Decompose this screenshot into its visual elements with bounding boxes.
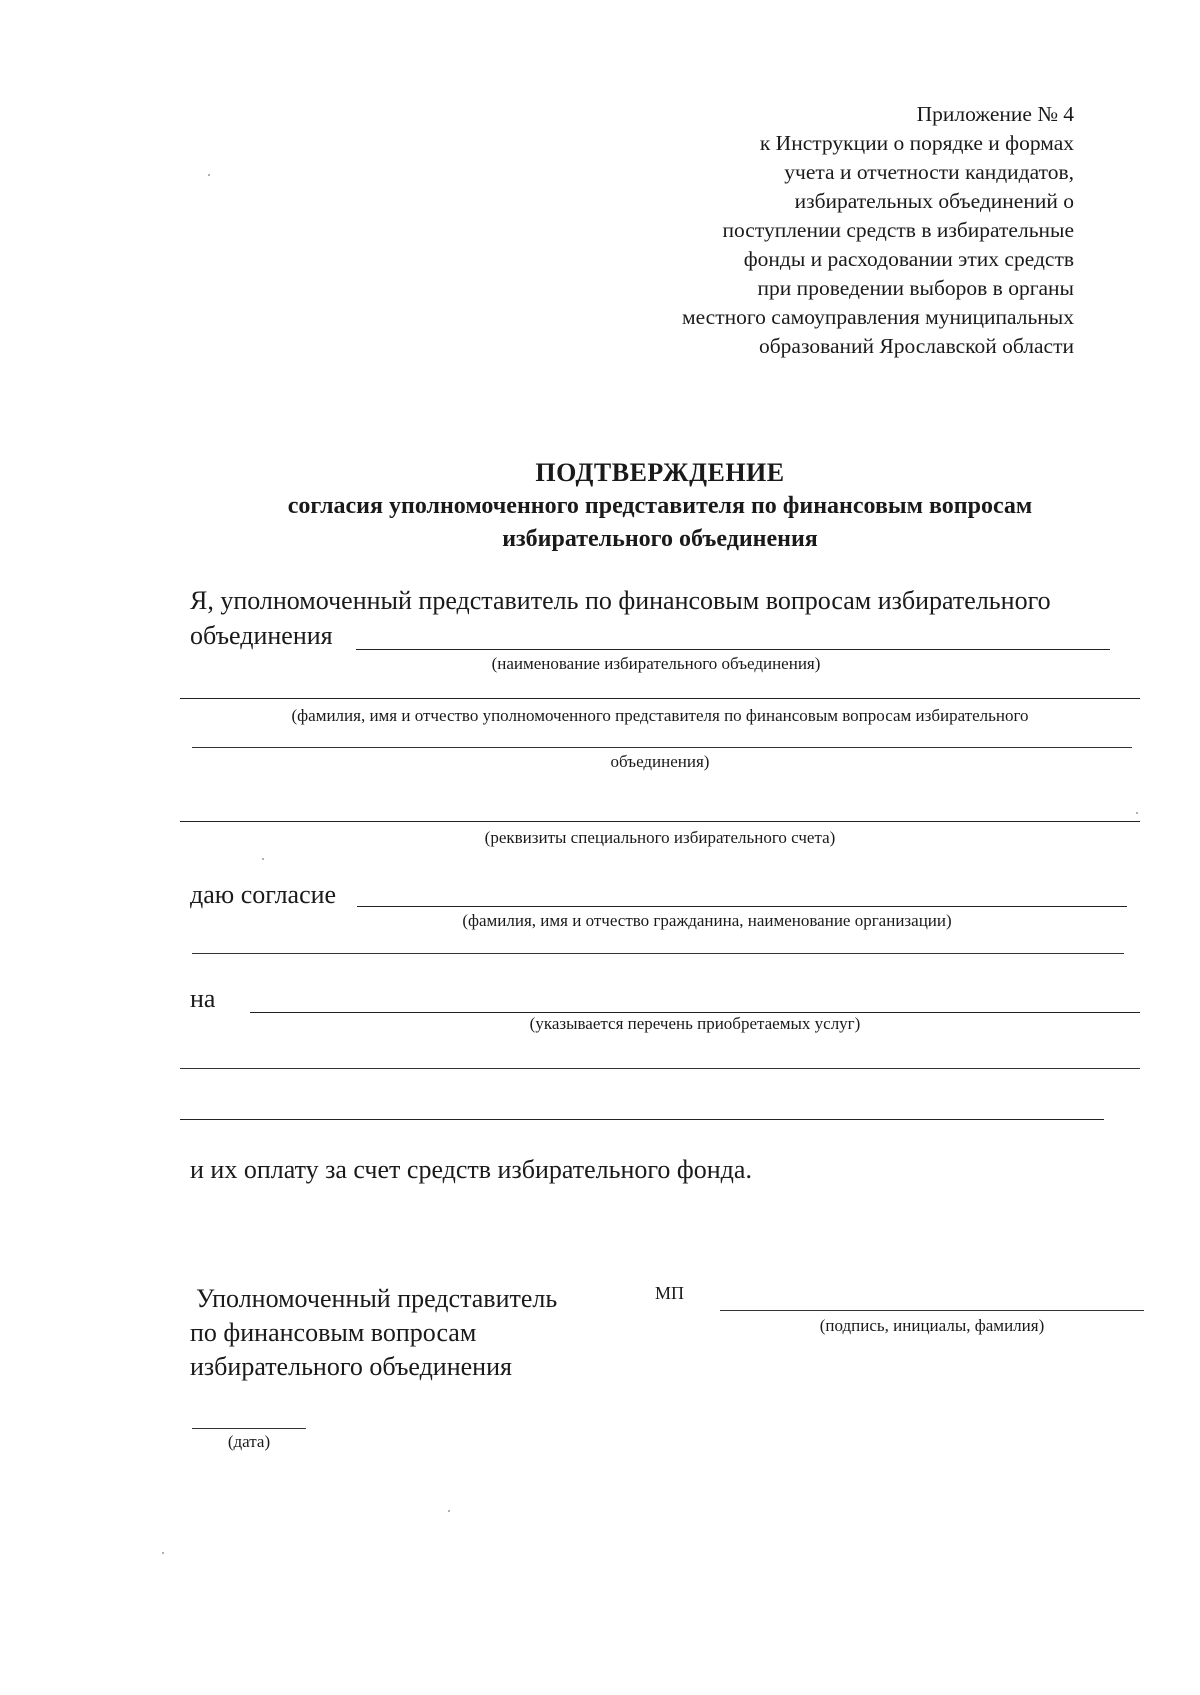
intro-line-2: объединения [190, 621, 333, 650]
caption-citizen: (фамилия, имя и отчество гражданина, наименование организации) [462, 911, 952, 930]
scan-speck [448, 1510, 450, 1512]
signatory-line-1: Уполномоченный представитель [196, 1284, 558, 1313]
caption-rep-fio-1: (фамилия, имя и отчество уполномоченного представителя по финансовым вопросам избирательного [291, 706, 1029, 725]
signatory-line-3: избирательного объединения [190, 1352, 512, 1381]
appendix-line: к Инструкции о порядке и формах [759, 131, 1074, 155]
appendix-line: поступлении средств в избирательные [722, 218, 1074, 242]
account-field[interactable] [180, 821, 1140, 822]
appendix-line: Приложение № 4 [916, 102, 1074, 126]
rep-fio-field-2[interactable] [192, 747, 1132, 748]
appendix-line: местного самоуправления муниципальных [682, 305, 1074, 329]
scan-speck [262, 858, 264, 860]
stamp-label: МП [655, 1283, 685, 1303]
citizen-field-2[interactable] [192, 953, 1124, 954]
signature-field[interactable] [720, 1310, 1144, 1311]
caption-org-name: (наименование избирательного объединения) [491, 654, 821, 673]
rep-fio-field[interactable] [180, 698, 1140, 699]
scan-speck [208, 174, 210, 176]
caption-signature: (подпись, инициалы, фамилия) [819, 1316, 1045, 1335]
caption-services: (указывается перечень приобретаемых услуг) [529, 1014, 861, 1033]
org-name-field[interactable] [356, 649, 1110, 650]
document-subtitle-2: избирательного объединения [502, 526, 818, 552]
services-field-3[interactable] [180, 1119, 1104, 1120]
appendix-line: фонды и расходовании этих средств [743, 247, 1074, 271]
caption-rep-fio-2: объединения) [610, 752, 710, 771]
scan-speck [1136, 812, 1138, 814]
citizen-field[interactable] [357, 906, 1127, 907]
caption-date: (дата) [227, 1432, 271, 1451]
closing-text: и их оплату за счет средств избирательного фонда. [190, 1155, 752, 1184]
caption-account: (реквизиты специального избирательного счета) [484, 828, 836, 847]
appendix-line: при проведении выборов в органы [757, 276, 1074, 300]
intro-line-1: Я, уполномоченный представитель по финансовым вопросам избирательного [190, 586, 1051, 615]
scan-speck [162, 1552, 164, 1554]
appendix-line: учета и отчетности кандидатов, [784, 160, 1074, 184]
appendix-line: образований Ярославской области [758, 334, 1074, 358]
on-label: на [190, 984, 216, 1013]
document-title: ПОДТВЕРЖДЕНИЕ [535, 458, 785, 487]
signatory-line-2: по финансовым вопросам [190, 1318, 477, 1347]
consent-label: даю согласие [190, 880, 337, 909]
document-subtitle: согласия уполномоченного представителя по финансовым вопросам [287, 493, 1033, 519]
appendix-line: избирательных объединений о [794, 189, 1074, 213]
services-field[interactable] [250, 1012, 1140, 1013]
date-field[interactable] [192, 1428, 306, 1429]
services-field-2[interactable] [180, 1068, 1140, 1069]
appendix-header [554, 100, 1074, 361]
